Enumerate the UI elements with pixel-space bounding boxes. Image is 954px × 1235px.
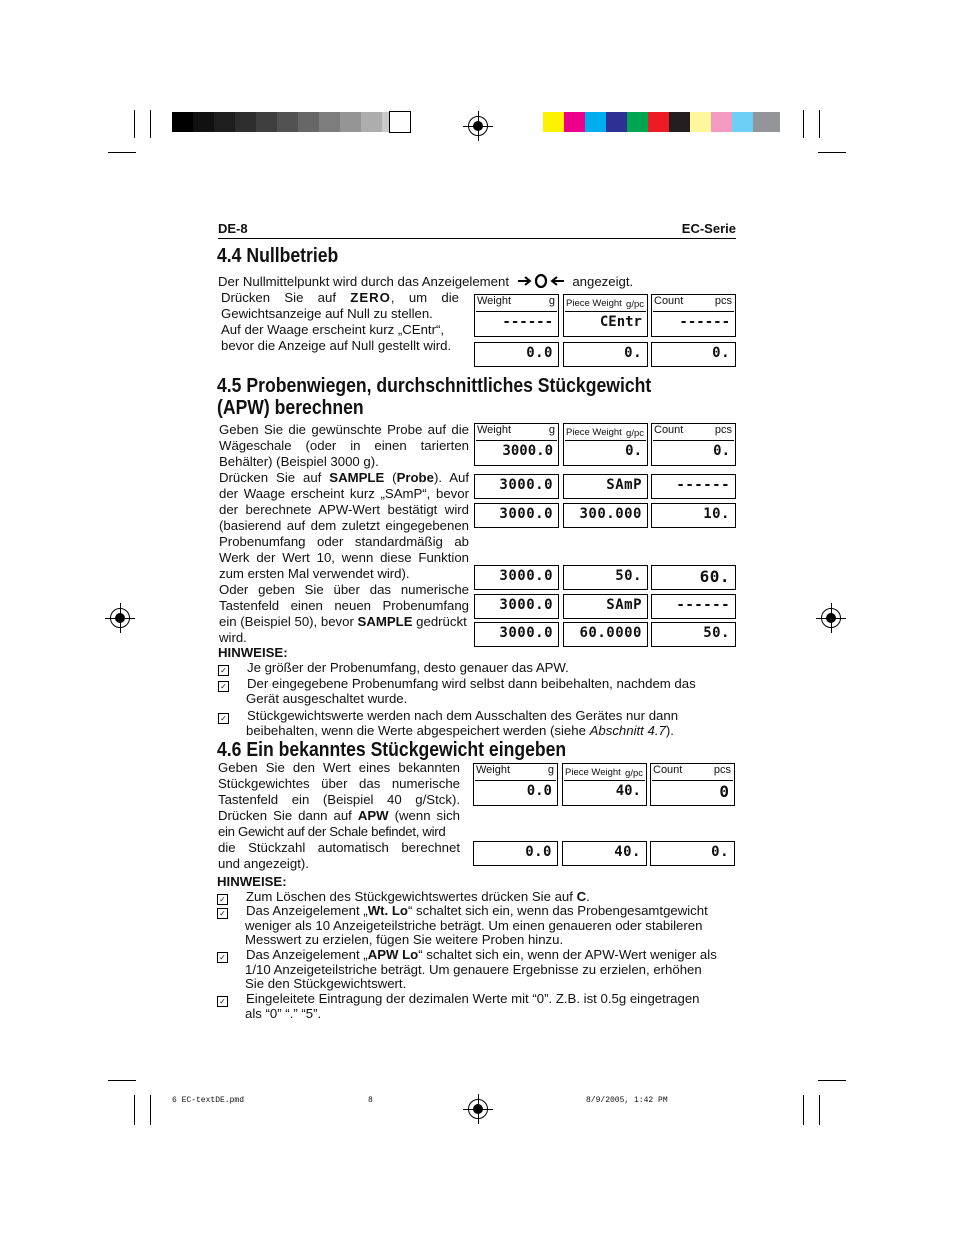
text-line: der Waage erscheint kurz „SAmP“, bevor	[219, 486, 469, 501]
footer-file: 6 EC-textDE.pmd	[172, 1096, 245, 1105]
count-display: Count pcs ------	[651, 294, 736, 337]
text-line: Auf der Waage erscheint kurz „CEntr“,	[221, 322, 445, 337]
crop-mark	[803, 1095, 804, 1125]
color-swatch	[669, 112, 690, 132]
weight-display: 3000.0	[474, 503, 559, 528]
gray-swatch	[340, 112, 361, 132]
gray-swatch	[256, 112, 277, 132]
color-swatch	[732, 112, 753, 132]
footer-date: 8/9/2005, 1:42 PM	[586, 1096, 668, 1105]
piece-weight-display: 50.	[563, 565, 648, 590]
color-swatch	[627, 112, 648, 132]
zero-intro-end: angezeigt.	[572, 274, 634, 289]
count-display: 10.	[651, 503, 736, 528]
zero-intro-text: Der Nullmittelpunkt wird durch das Anzeigelement	[218, 274, 509, 289]
zero-instructions	[221, 290, 459, 354]
text-line: Wägeschale (oder in einen tarierten	[219, 438, 469, 453]
text-line: bevor die Anzeige auf Null gestellt wird.	[221, 338, 452, 353]
note-item: ✓ Der eingegebene Probenumfang wird selbst dann beibehalten, nachdem das Gerät ausgeschaltet wurde.	[218, 677, 733, 706]
checkbox-icon: ✓	[218, 681, 229, 692]
registration-mark	[468, 1099, 488, 1119]
text-line: Tastenfeld ein (Beispiel 40 g/Stck).	[218, 792, 460, 807]
gray-swatch	[172, 112, 193, 132]
crop-mark	[819, 1095, 820, 1125]
count-display: Count pcs 0	[650, 763, 735, 806]
weight-display: 3000.0	[474, 565, 559, 590]
count-display: 50.	[651, 622, 736, 647]
crop-mark	[150, 1095, 151, 1125]
section-title-4-6: 4.6 Ein bekanntes Stückgewicht eingeben	[217, 739, 567, 761]
weight-display: 0.0	[474, 342, 559, 367]
crop-mark	[803, 110, 804, 138]
text-line: die Stückzahl automatisch berechnet	[218, 840, 460, 855]
sample-instructions	[219, 422, 469, 646]
piece-weight-display: 40.	[562, 841, 647, 866]
crop-mark	[134, 110, 135, 138]
note-item: ✓ Eingeleitete Eintragung der dezimalen Werte mit “0”. Z.B. ist 0.5g eingetragen als “0” “.” “5”.	[217, 992, 739, 1021]
text-line: wird.	[219, 630, 247, 645]
text-line: Geben Sie die gewünschte Probe auf die	[219, 422, 469, 437]
text-line: Drücken Sie dann auf APW (wenn sich	[218, 808, 460, 823]
text-line: Probenumfang oder standardmäßig ab	[219, 534, 469, 549]
apw-instructions	[218, 760, 460, 872]
piece-weight-display: Piece Weight g/pc CEntr	[563, 294, 648, 337]
gray-swatch	[319, 112, 340, 132]
checkbox-icon: ✓	[217, 894, 228, 905]
count-display: 0.	[651, 342, 736, 367]
text-line: Tastenfeld einen neuen Probenumfang	[219, 598, 469, 613]
text-line: und angezeigt).	[218, 856, 309, 871]
count-display: 60.	[651, 565, 736, 590]
gray-swatch	[235, 112, 256, 132]
crop-mark	[134, 1095, 135, 1125]
piece-weight-display: Piece Weight g/pc 40.	[562, 763, 647, 806]
text-line: Drücken Sie auf ZERO, um die	[221, 290, 459, 305]
crop-mark	[819, 110, 820, 138]
piece-weight-display: 300.000	[563, 503, 648, 528]
note-item: ✓ Stückgewichtswerte werden nach dem Ausschalten des Gerätes nur dann beibehalten, wenn die Werte abgespeichert werden (siehe Abschnitt 4.7).	[218, 709, 733, 738]
registration-mark	[110, 608, 130, 628]
text-line: Stückgewichtes über das numerische	[218, 776, 460, 791]
notes-heading: HINWEISE:	[218, 645, 288, 660]
piece-weight-display: 60.0000	[563, 622, 648, 647]
color-swatch	[753, 112, 780, 132]
gray-swatch	[298, 112, 319, 132]
color-swatch	[606, 112, 627, 132]
crop-mark	[818, 1080, 846, 1081]
checkbox-icon: ✓	[217, 996, 228, 1007]
color-swatch	[564, 112, 585, 132]
text-line: ein Gewicht auf der Schale befindet, wird	[218, 824, 446, 839]
zero-center-icon	[517, 274, 565, 288]
color-swatch	[690, 112, 711, 132]
note-item: ✓ Das Anzeigelement „Wt. Lo“ schaltet sich ein, wenn das Probengesamtgewicht weniger als 10 Anzeigeteilstriche beträgt. Um einen genaueren oder stabileren Messwert zu erzielen, fügen Sie weitere Proben hinzu.	[217, 904, 739, 948]
text-line: ein (Beispiel 50), bevor SAMPLE gedrückt	[219, 614, 467, 629]
count-display: ------	[651, 594, 736, 619]
registration-mark	[468, 116, 488, 136]
registration-mark	[821, 608, 841, 628]
gray-swatch	[361, 112, 382, 132]
zero-intro	[218, 274, 633, 290]
piece-weight-display: 0.	[563, 342, 648, 367]
text-line: Geben Sie den Wert eines bekannten	[218, 760, 460, 775]
crop-mark	[818, 152, 846, 153]
weight-display: Weight g 3000.0	[474, 423, 559, 466]
checkbox-icon: ✓	[217, 952, 228, 963]
count-display: ------	[651, 474, 736, 499]
count-display: Count pcs 0.	[651, 423, 736, 466]
piece-weight-display: SAmP	[563, 474, 648, 499]
weight-display: 3000.0	[474, 622, 559, 647]
section-title-4-5-cont: (APW) berechnen	[217, 397, 364, 419]
color-swatch	[585, 112, 606, 132]
weight-display: 3000.0	[474, 474, 559, 499]
piece-weight-display: Piece Weight g/pc 0.	[563, 423, 648, 466]
color-swatch	[543, 112, 564, 132]
notes-heading: HINWEISE:	[217, 874, 287, 889]
color-swatch	[648, 112, 669, 132]
header-rule	[218, 238, 736, 239]
text-line: Werk der Wert 10, wenn diese Funktion	[219, 550, 469, 565]
text-line: zum ersten Mal verwendet wird).	[219, 566, 410, 581]
piece-weight-display: SAmP	[563, 594, 648, 619]
note-item: ✓ Je größer der Probenumfang, desto genauer das APW.	[218, 661, 569, 676]
text-line: der berechnete APW-Wert bestätigt wird	[219, 502, 469, 517]
crop-mark	[150, 110, 151, 138]
crop-mark	[108, 152, 136, 153]
text-line: Gewichtsanzeige auf Null zu stellen.	[221, 306, 433, 321]
text-line: Drücken Sie auf SAMPLE (Probe). Auf	[219, 470, 469, 485]
note-item: ✓ Das Anzeigelement „APW Lo“ schaltet sich ein, wenn der APW-Wert weniger als 1/10 Anzeigeteilstriche beträgt. Um genauere Ergebnisse zu erzielen, erhöhen Sie den Stückgewichtswert.	[217, 948, 739, 992]
section-title-4-5: 4.5 Probenwiegen, durchschnittliches Stückgewicht	[217, 375, 652, 397]
note-item: ✓ Zum Löschen des Stückgewichtswertes drücken Sie auf C.	[217, 890, 739, 905]
footer-page: 8	[368, 1096, 373, 1105]
crop-mark	[108, 1080, 136, 1081]
checkbox-icon: ✓	[218, 713, 229, 724]
text-line: (basierend auf dem zuletzt eingegebenen	[219, 518, 469, 533]
gray-swatch	[277, 112, 298, 132]
checkbox-icon: ✓	[218, 665, 229, 676]
text-line: Behälter) (Beispiel 3000 g).	[219, 454, 379, 469]
weight-display: Weight g ------	[474, 294, 559, 337]
checkbox-icon: ✓	[217, 908, 228, 919]
gray-swatch	[214, 112, 235, 132]
weight-display: Weight g 0.0	[473, 763, 558, 806]
color-swatch	[711, 112, 732, 132]
section-title-4-4: 4.4 Nullbetrieb	[217, 245, 339, 267]
page-number: DE-8	[218, 221, 248, 236]
gray-swatch	[193, 112, 214, 132]
weight-display: 3000.0	[474, 594, 559, 619]
series-name: EC-Serie	[681, 221, 736, 236]
text-line: Oder geben Sie über das numerische	[219, 582, 469, 597]
count-display: 0.	[650, 841, 735, 866]
weight-display: 0.0	[473, 841, 558, 866]
gray-swatch	[389, 111, 411, 133]
